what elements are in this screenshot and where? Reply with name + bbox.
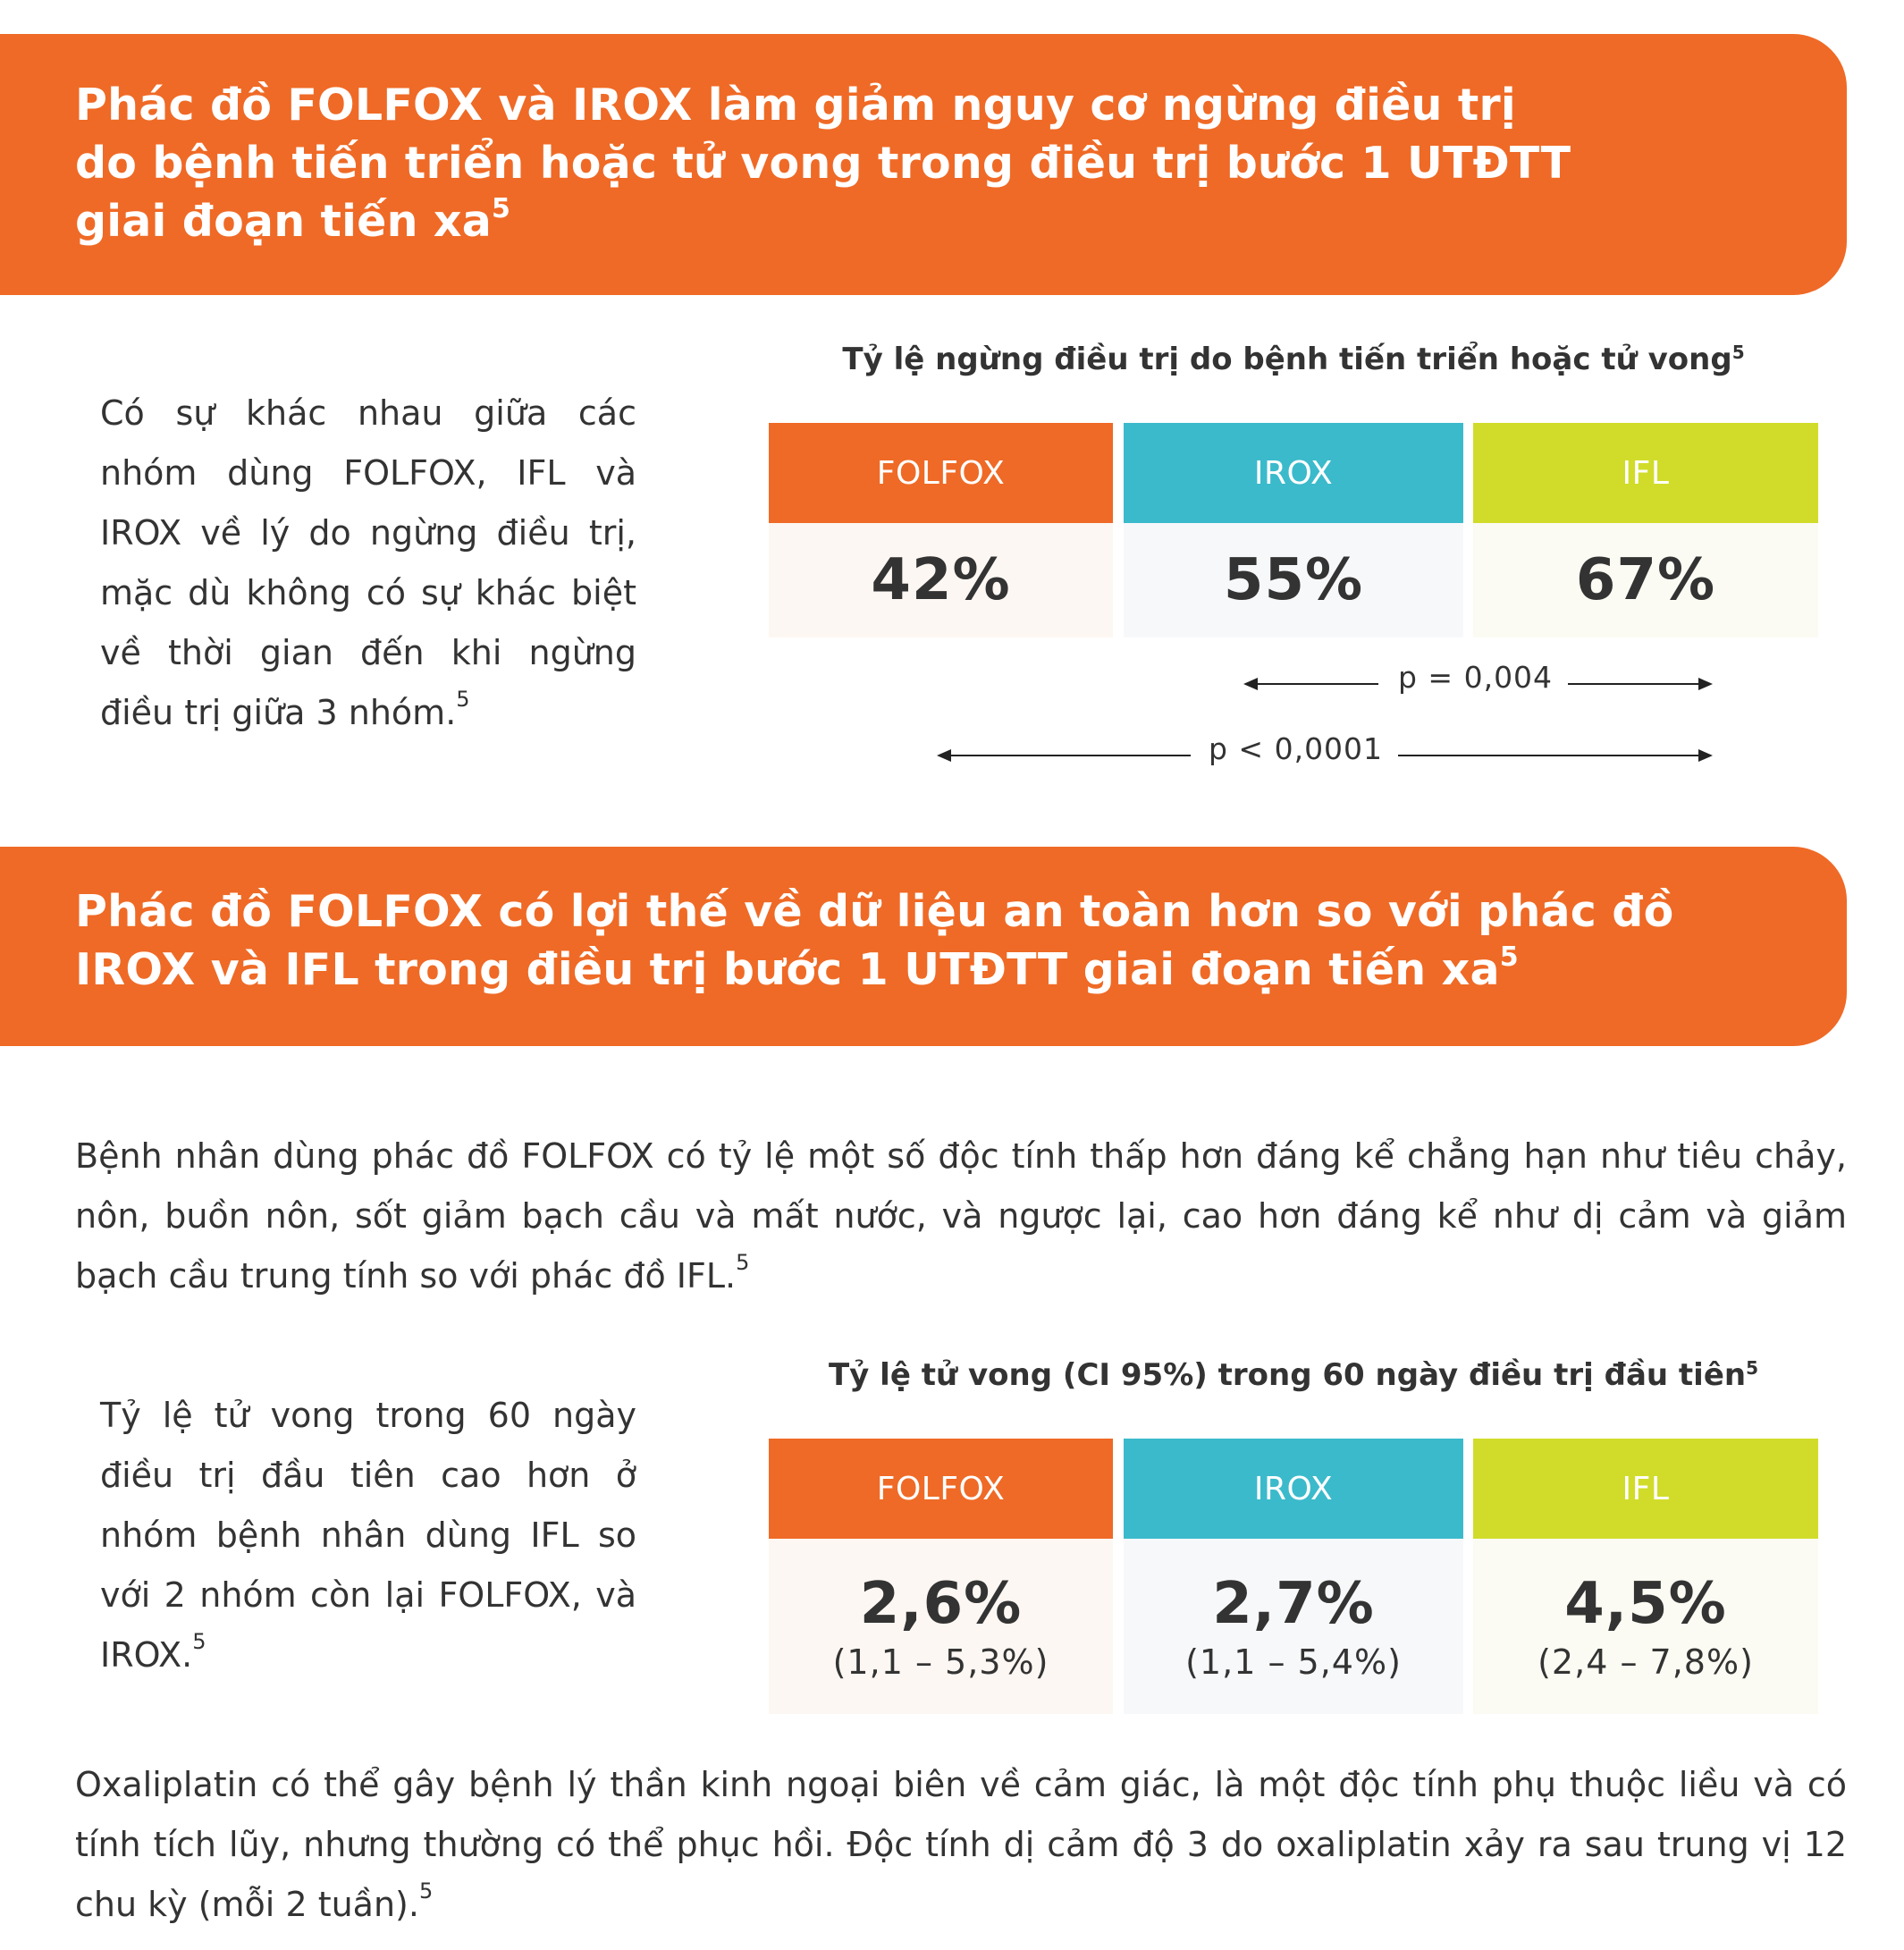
heading-line: Phác đồ FOLFOX có lợi thế về dữ liệu an toàn hơn so với phác đồ (75, 886, 1674, 937)
section2-paragraph-1 (75, 1127, 1847, 1306)
heading-line-text: giai đoạn tiến xa (75, 196, 493, 247)
heading-line: Phác đồ FOLFOX và IROX làm giảm nguy cơ ngừng điều trị (75, 80, 1516, 131)
table-title-text: Tỷ lệ ngừng điều trị do bệnh tiến triển hoặc tử vong (842, 342, 1732, 377)
mortality-value: 4,5% (1564, 1571, 1727, 1637)
reference-superscript: 5 (456, 687, 470, 712)
section1-banner (0, 34, 1847, 295)
table-column-folfox (769, 423, 1113, 637)
reference-superscript: 5 (1746, 1357, 1759, 1379)
column-body (1473, 1539, 1818, 1714)
section1-heading (75, 76, 1571, 250)
mortality-value: 2,7% (1212, 1571, 1375, 1637)
rate-value: 42% (871, 547, 1011, 613)
heading-line-text: IROX và IFL trong điều trị bước 1 UTĐTT giai đoạn tiến xa (75, 944, 1500, 995)
side-text-body: Tỷ lệ tử vong trong 60 ngày điều trị đầu tiên cao hơn ở nhóm bệnh nhân dùng IFL so với 2 nhóm còn lại FOLFOX, và IROX. (100, 1396, 636, 1675)
column-header: FOLFOX (769, 1439, 1113, 1539)
arrow-line (1568, 683, 1700, 685)
column-body (1124, 1539, 1463, 1714)
p-value-label: p < 0,0001 (1209, 731, 1384, 766)
reference-superscript: 5 (192, 1629, 206, 1654)
column-header: IROX (1124, 1439, 1463, 1539)
side-text-body: Có sự khác nhau giữa các nhóm dùng FOLFOX, IFL và IROX về lý do ngừng điều trị, mặc dù không có sự khác biệt về thời gian đến khi ngừng điều trị giữa 3 nhóm. (100, 393, 636, 732)
section2-table-title (769, 1357, 1818, 1393)
reference-superscript: 5 (1731, 342, 1745, 363)
table-column-ifl (1473, 1439, 1818, 1714)
arrow-line (1256, 683, 1378, 685)
section2-side-text (100, 1386, 636, 1685)
heading-line-last (75, 192, 1571, 250)
section2-paragraph-2 (75, 1755, 1847, 1935)
table-column-folfox (769, 1439, 1113, 1714)
arrow-line (949, 755, 1191, 756)
section1-side-text (100, 384, 636, 743)
section2-banner (0, 847, 1847, 1046)
heading-line: do bệnh tiến triển hoặc tử vong trong điều trị bước 1 UTĐTT (75, 138, 1571, 189)
paragraph-body: Oxaliplatin có thể gây bệnh lý thần kinh ngoại biên về cảm giác, là một độc tính phụ thuộc liều và có tính tích lũy, nhưng thường có thể phục hồi. Độc tính dị cảm độ 3 do oxaliplatin xảy ra sau trung vị 12 chu kỳ (mỗi 2 tuần). (75, 1765, 1847, 1924)
reference-superscript: 5 (418, 1878, 434, 1904)
column-header: IFL (1473, 1439, 1818, 1539)
confidence-interval: (1,1 – 5,3%) (832, 1642, 1049, 1682)
rate-value: 67% (1575, 547, 1716, 613)
table-column-irox (1124, 1439, 1463, 1714)
paragraph-body: Bệnh nhân dùng phác đồ FOLFOX có tỷ lệ một số độc tính thấp hơn đáng kể chẳng hạn như tiêu chảy, nôn, buồn nôn, sốt giảm bạch cầu và mất nước, và ngược lại, cao hơn đáng kể như dị cảm và giảm bạch cầu trung tính so với phác đồ IFL. (75, 1136, 1847, 1296)
section2-heading (75, 882, 1673, 999)
confidence-interval: (1,1 – 5,4%) (1185, 1642, 1402, 1682)
column-body (1124, 523, 1463, 637)
table-title-text: Tỷ lệ tử vong (CI 95%) trong 60 ngày điều trị đầu tiên (828, 1357, 1747, 1393)
table-column-ifl (1473, 423, 1818, 637)
p-value-label: p = 0,004 (1398, 660, 1554, 695)
reference-superscript: 5 (736, 1250, 750, 1275)
confidence-interval: (2,4 – 7,8%) (1538, 1642, 1754, 1682)
arrow-right-icon (1698, 749, 1713, 762)
mortality-value: 2,6% (859, 1571, 1023, 1637)
reference-superscript: 5 (1499, 941, 1519, 973)
rate-value: 55% (1223, 547, 1364, 613)
column-header: FOLFOX (769, 423, 1113, 523)
column-header: IROX (1124, 423, 1463, 523)
column-body (769, 1539, 1113, 1714)
section1-table-title (769, 342, 1818, 377)
column-header: IFL (1473, 423, 1818, 523)
column-body (1473, 523, 1818, 637)
arrow-line (1398, 755, 1700, 756)
heading-line-last (75, 941, 1673, 999)
table-column-irox (1124, 423, 1463, 637)
reference-superscript: 5 (492, 193, 511, 224)
column-body (769, 523, 1113, 637)
arrow-right-icon (1698, 678, 1713, 690)
